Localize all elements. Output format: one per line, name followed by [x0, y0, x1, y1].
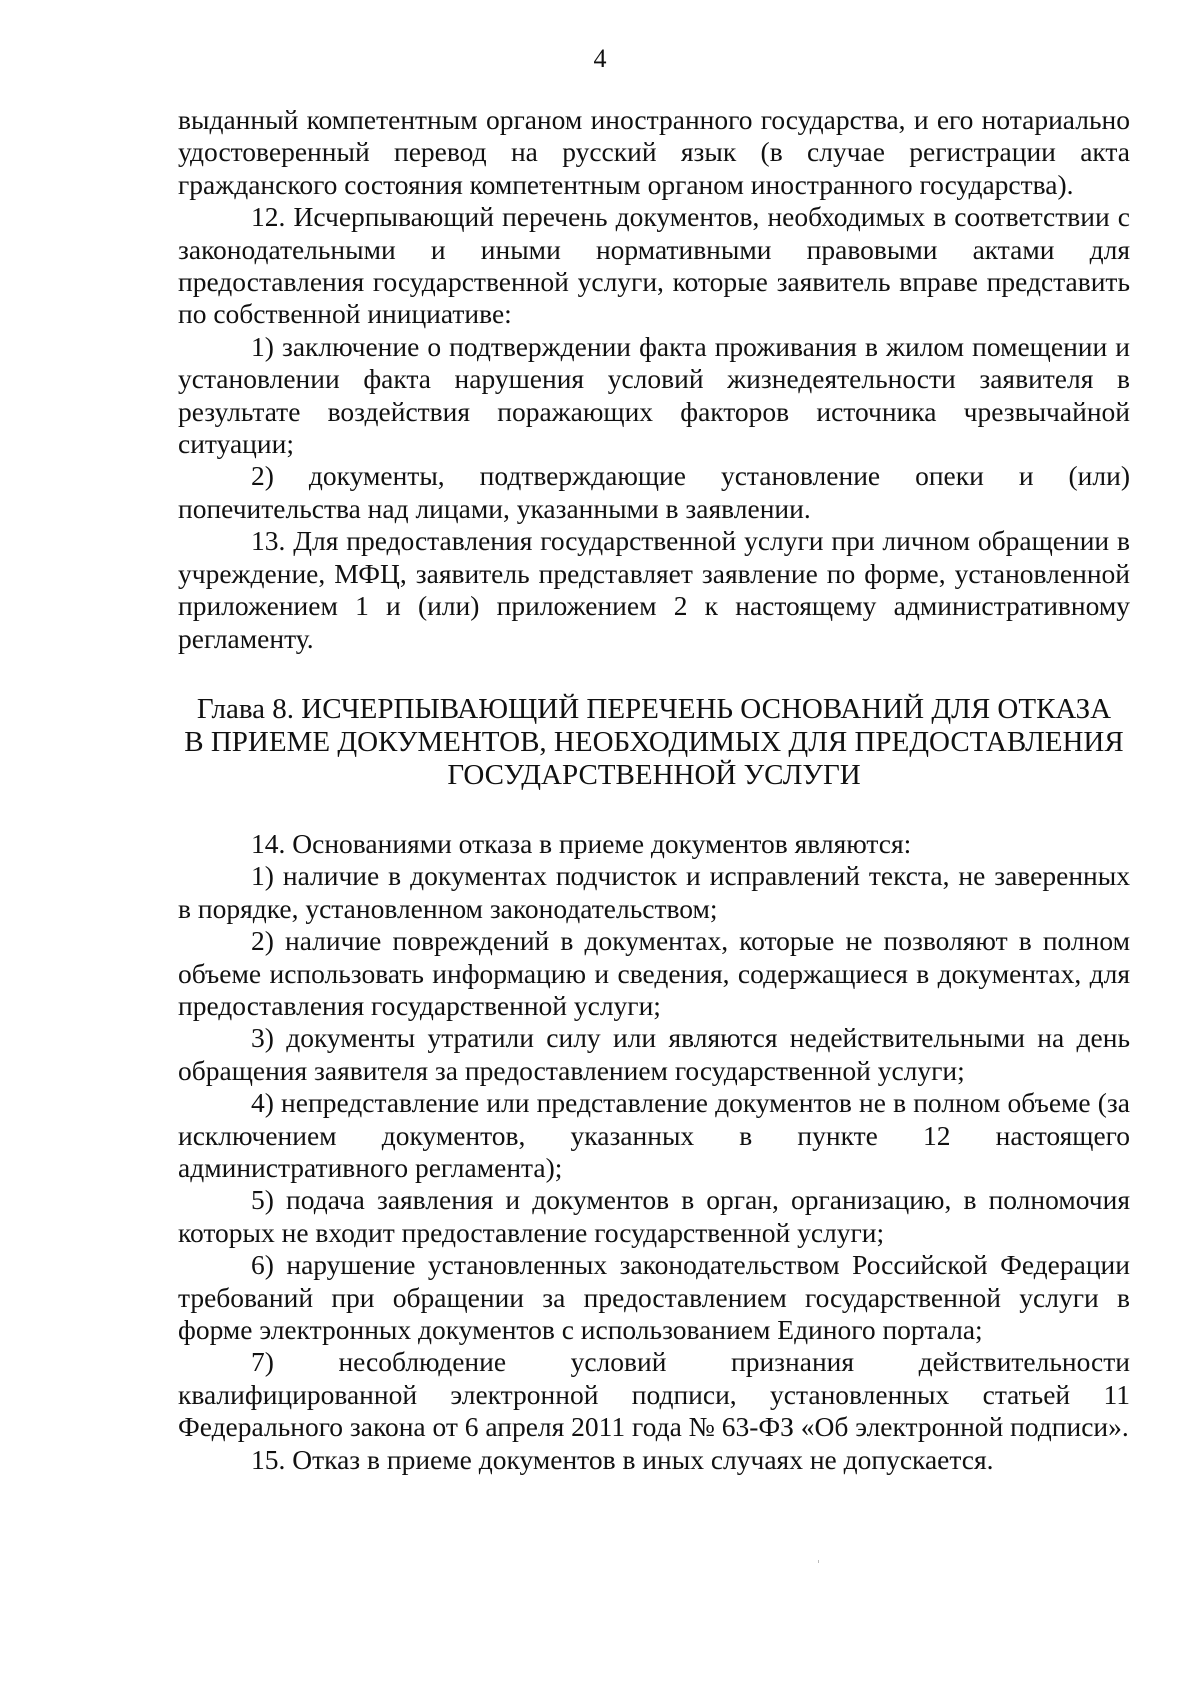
page-number: 4	[593, 44, 607, 73]
paragraph-item-12: 12. Исчерпывающий перечень документов, необходимых в соответствии с законодательными и иными нормативными правовыми актами для предоставления государственной услуги, которые заявитель вправе представить по собственной инициативе:	[178, 201, 1130, 330]
paragraph-item-14-5: 5) подача заявления и документов в орган, организацию, в полномочия которых не входит предоставление государственной услуги;	[178, 1184, 1130, 1248]
scan-speck	[818, 1560, 819, 1563]
paragraph-item-12-1: 1) заключение о подтверждении факта проживания в жилом помещении и установлении факта нарушения условий жизнедеятельности заявителя в результате воздействия поражающих факторов источника чрезвычайной ситуации;	[178, 330, 1130, 460]
paragraph-item-14-6: 6) нарушение установленных законодательством Российской Федерации требований при обращении за предоставлением государственной услуги в форме электронных документов с использованием Единого портала;	[178, 1249, 1130, 1345]
chapter-heading-line: Глава 8. ИСЧЕРПЫВАЮЩИЙ ПЕРЕЧЕНЬ ОСНОВАНИЙ ДЛЯ ОТКАЗА	[196, 692, 1112, 725]
paragraph-item-14-2: 2) наличие повреждений в документах, которые не позволяют в полном объеме использовать информацию и сведения, содержащиеся в документах, для предоставления государственной услуги;	[178, 925, 1130, 1021]
paragraph-item-13: 13. Для предоставления государственной услуги при личном обращении в учреждение, МФЦ, заявитель представляет заявление по форме, установленной приложением 1 и (или) приложением 2 к настоящему административному регламенту.	[178, 525, 1130, 654]
chapter-heading-line: ГОСУДАРСТВЕННОЙ УСЛУГИ	[447, 758, 861, 791]
paragraph-item-14: 14. Основаниями отказа в приеме документов являются:	[251, 827, 912, 859]
paragraph-item-14-1: 1) наличие в документах подчисток и исправлений текста, не заверенных в порядке, установленном законодательством;	[178, 860, 1130, 924]
chapter-heading-line: В ПРИЕМЕ ДОКУМЕНТОВ, НЕОБХОДИМЫХ ДЛЯ ПРЕДОСТАВЛЕНИЯ	[184, 725, 1124, 758]
paragraph-item-14-4: 4) непредставление или представление документов не в полном объеме (за исключением документов, указанных в пункте 12 настоящего административного регламента);	[178, 1087, 1130, 1183]
paragraph-item-14-3: 3) документы утратили силу или являются недействительными на день обращения заявителя за предоставлением государственной услуги;	[178, 1022, 1130, 1086]
chapter-heading	[178, 693, 1130, 792]
paragraph-item-12-2: 2) документы, подтверждающие установление опеки и (или) попечительства над лицами, указанными в заявлении.	[178, 460, 1130, 524]
document-body	[178, 104, 1130, 1476]
paragraph-continuation: выданный компетентным органом иностранного государства, и его нотариально удостоверенный перевод на русский язык (в случае регистрации акта гражданского состояния компетентным органом иностранного государства).	[178, 104, 1130, 200]
paragraph-item-15: 15. Отказ в приеме документов в иных случаях не допускается.	[251, 1443, 994, 1475]
paragraph-item-14-7: 7) несоблюдение условий признания действительности квалифицированной электронной подписи, установленных статьей 11 Федерального закона от 6 апреля 2011 года № 63-ФЗ «Об электронной подписи».	[178, 1346, 1130, 1443]
